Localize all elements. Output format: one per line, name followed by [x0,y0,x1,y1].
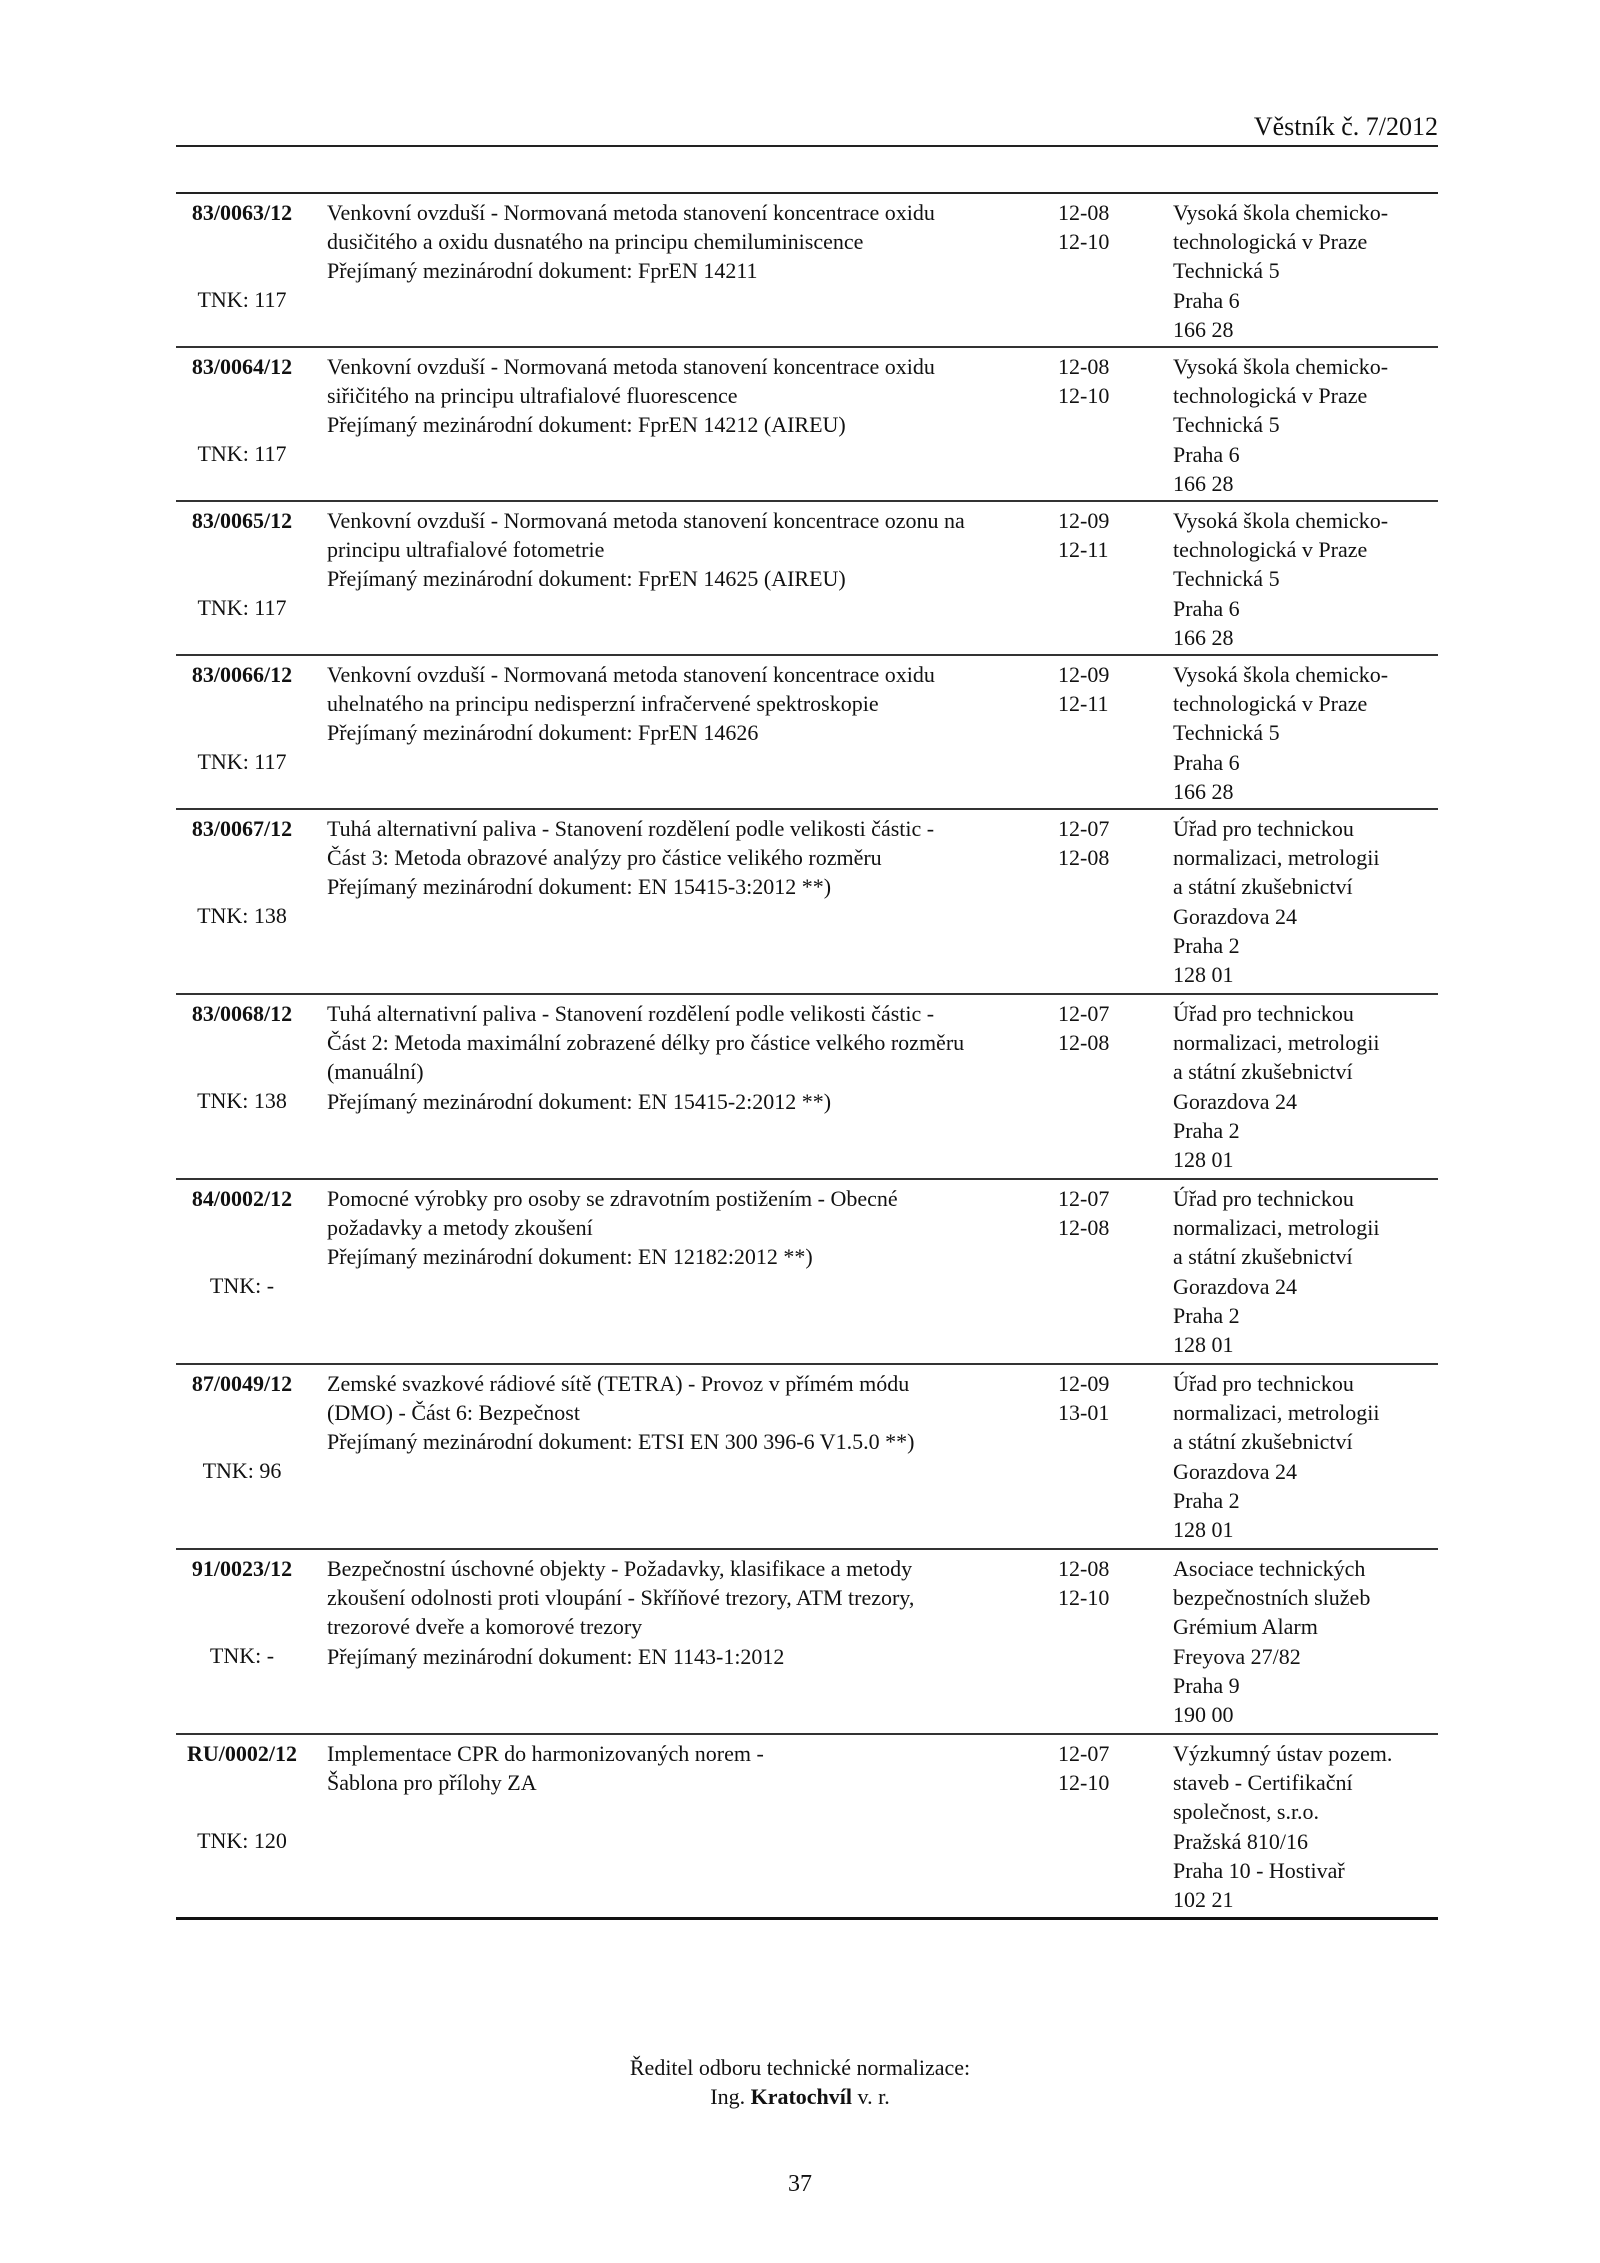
dates [1058,1739,1138,1797]
institution-line: Vysoká škola chemicko- [1173,662,1389,687]
tnk-number: TNK: 117 [197,749,287,774]
start-date: 12-07 [1058,1741,1110,1766]
institution-line: Praha 2 [1173,1117,1240,1143]
standard-description [327,352,1027,440]
start-date: 12-09 [1058,508,1110,533]
standard-code: 83/0065/12 [191,508,293,533]
dates [1058,1184,1138,1242]
institution-line: Vysoká škola chemicko- [1173,354,1389,379]
description-line: požadavky a metody zkoušení [327,1215,593,1241]
processor-institution [1173,814,1433,989]
institution-line: normalizaci, metrologii [1173,1400,1380,1426]
institution-line: a státní zkušebnictví [1173,1059,1353,1085]
institution-line: Praha 10 - Hostivař [1173,1857,1345,1883]
start-date: 12-08 [1058,1556,1110,1581]
tnk-number: TNK: 138 [197,1088,287,1113]
standard-description [327,814,1027,902]
description-line: (DMO) - Část 6: Bezpečnost [327,1400,580,1426]
processor-institution [1173,506,1433,652]
institution-line: Gorazdova 24 [1173,1088,1298,1114]
institution-line: 128 01 [1173,1517,1234,1543]
table-row [176,1735,1438,1920]
description-line: (manuální) [327,1059,424,1085]
institution-line: 166 28 [1173,778,1234,804]
description-line: Část 3: Metoda obrazové analýzy pro částice velikého rozměru [327,845,882,871]
institution-line: a státní zkušebnictví [1173,1244,1353,1270]
signature-name-line [0,2082,1600,2111]
dates [1058,506,1138,564]
description-line: Pomocné výrobky pro osoby se zdravotním postižením - Obecné [327,1186,898,1211]
tnk-number: TNK: 117 [197,595,287,620]
signature-prefix: Ing. [710,2084,746,2109]
standard-description [327,999,1027,1116]
institution-line: Praha 2 [1173,932,1240,958]
standard-description [327,660,1027,748]
institution-line: Vysoká škola chemicko- [1173,508,1389,533]
institution-line: Technická 5 [1173,720,1280,746]
description-line: Tuhá alternativní paliva - Stanovení rozdělení podle velikosti částic - [327,816,935,841]
end-date: 12-10 [1058,1585,1110,1611]
dates [1058,198,1138,256]
processor-institution [1173,1554,1433,1729]
institution-line: Technická 5 [1173,566,1280,592]
tnk-number: TNK: - [209,1643,275,1668]
signature-name: Kratochvíl [750,2084,853,2109]
dates [1058,1369,1138,1427]
processor-institution [1173,1184,1433,1359]
standard-code: 91/0023/12 [191,1556,293,1581]
standard-code: 87/0049/12 [191,1371,293,1396]
institution-line: technologická v Praze [1173,691,1368,717]
institution-line: Praha 6 [1173,749,1240,775]
processor-institution [1173,352,1433,498]
start-date: 12-09 [1058,1371,1110,1396]
standard-code: 83/0067/12 [191,816,293,841]
institution-line: Úřad pro technickou [1173,1186,1354,1211]
institution-line: technologická v Praze [1173,383,1368,409]
journal-title: Věstník č. 7/2012 [1253,112,1438,141]
standard-code: RU/0002/12 [187,1741,297,1766]
institution-line: normalizaci, metrologii [1173,1215,1380,1241]
standard-description [327,1369,1027,1457]
description-line: uhelnatého na principu nedisperzní infračervené spektroskopie [327,691,879,717]
description-line: Šablona pro přílohy ZA [327,1770,537,1796]
description-line: trezorové dveře a komorové trezory [327,1614,643,1640]
table-row [176,995,1438,1180]
standard-description [327,1184,1027,1272]
standard-code: 83/0064/12 [191,354,293,379]
institution-line: Technická 5 [1173,258,1280,284]
standard-code: 83/0066/12 [191,662,293,687]
end-date: 12-08 [1058,845,1110,871]
description-line: siřičitého na principu ultrafialové fluorescence [327,383,738,409]
start-date: 12-09 [1058,662,1110,687]
table-row [176,1550,1438,1735]
description-line: Venkovní ovzduší - Normovaná metoda stanovení koncentrace ozonu na [327,508,965,533]
tnk-number: TNK: 138 [197,903,287,928]
processor-institution [1173,1369,1433,1544]
processor-institution [1173,660,1433,806]
signature-suffix: v. r. [857,2084,890,2109]
institution-line: Praha 9 [1173,1672,1240,1698]
institution-line: Freyova 27/82 [1173,1643,1301,1669]
description-line: Implementace CPR do harmonizovaných norem - [327,1741,764,1766]
start-date: 12-07 [1058,1186,1110,1211]
end-date: 12-10 [1058,383,1110,409]
tnk-number: TNK: 117 [197,287,287,312]
institution-line: 166 28 [1173,470,1234,496]
institution-line: Gorazdova 24 [1173,1458,1298,1484]
dates [1058,814,1138,872]
table-row [176,502,1438,656]
institution-line: technologická v Praze [1173,229,1368,255]
description-line: Tuhá alternativní paliva - Stanovení rozdělení podle velikosti částic - [327,1001,935,1026]
tnk-number: TNK: 120 [197,1828,287,1853]
institution-line: Grémium Alarm [1173,1614,1318,1640]
end-date: 12-08 [1058,1215,1110,1241]
standard-description [327,1739,1027,1797]
dates [1058,352,1138,410]
institution-line: 166 28 [1173,624,1234,650]
description-line: zkoušení odolnosti proti vloupání - Skříňové trezory, ATM trezory, [327,1585,915,1611]
description-line: Přejímaný mezinárodní dokument: ETSI EN 300 396-6 V1.5.0 **) [327,1429,915,1455]
description-line: Část 2: Metoda maximální zobrazené délky pro částice velkého rozměru [327,1030,965,1056]
description-line: Venkovní ovzduší - Normovaná metoda stanovení koncentrace oxidu [327,200,935,225]
institution-line: Praha 2 [1173,1302,1240,1328]
end-date: 12-11 [1058,537,1109,563]
signature-title: Ředitel odboru technické normalizace: [629,2055,971,2080]
header-rule [176,145,1438,147]
standard-code: 83/0068/12 [191,1001,293,1026]
institution-line: Technická 5 [1173,412,1280,438]
institution-line: Vysoká škola chemicko- [1173,200,1389,225]
dates [1058,660,1138,718]
end-date: 12-10 [1058,229,1110,255]
institution-line: Gorazdova 24 [1173,903,1298,929]
standard-description [327,1554,1027,1671]
dates [1058,1554,1138,1612]
table-row [176,810,1438,995]
table-row [176,1180,1438,1365]
standard-description [327,198,1027,286]
institution-line: 190 00 [1173,1702,1234,1728]
institution-line: staveb - Certifikační [1173,1770,1353,1796]
end-date: 12-10 [1058,1770,1110,1796]
description-line: Přejímaný mezinárodní dokument: FprEN 14211 [327,258,758,284]
institution-line: normalizaci, metrologii [1173,845,1380,871]
tnk-number: TNK: 117 [197,441,287,466]
institution-line: Gorazdova 24 [1173,1273,1298,1299]
start-date: 12-08 [1058,200,1110,225]
processor-institution [1173,1739,1433,1914]
start-date: 12-07 [1058,816,1110,841]
institution-line: Praha 6 [1173,287,1240,313]
standards-table [176,192,1438,1920]
tnk-number: TNK: - [209,1273,275,1298]
institution-line: 128 01 [1173,962,1234,988]
standard-code: 83/0063/12 [191,200,293,225]
description-line: Přejímaný mezinárodní dokument: EN 15415-2:2012 **) [327,1088,832,1114]
institution-line: Asociace technických [1173,1556,1366,1581]
description-line: Venkovní ovzduší - Normovaná metoda stanovení koncentrace oxidu [327,354,935,379]
institution-line: společnost, s.r.o. [1173,1799,1320,1825]
start-date: 12-08 [1058,354,1110,379]
description-line: Přejímaný mezinárodní dokument: EN 12182:2012 **) [327,1244,813,1270]
institution-line: Praha 6 [1173,595,1240,621]
institution-line: technologická v Praze [1173,537,1368,563]
end-date: 13-01 [1058,1400,1110,1426]
institution-line: 128 01 [1173,1147,1234,1173]
processor-institution [1173,198,1433,344]
institution-line: a státní zkušebnictví [1173,874,1353,900]
standard-description [327,506,1027,594]
description-line: Bezpečnostní úschovné objekty - Požadavky, klasifikace a metody [327,1556,913,1581]
institution-line: Úřad pro technickou [1173,1001,1354,1026]
start-date: 12-07 [1058,1001,1110,1026]
table-row [176,1365,1438,1550]
table-row [176,656,1438,810]
institution-line: Praha 2 [1173,1487,1240,1513]
processor-institution [1173,999,1433,1174]
tnk-number: TNK: 96 [202,1458,282,1483]
description-line: Venkovní ovzduší - Normovaná metoda stanovení koncentrace oxidu [327,662,935,687]
institution-line: Praha 6 [1173,441,1240,467]
description-line: Přejímaný mezinárodní dokument: FprEN 14626 [327,720,759,746]
institution-line: a státní zkušebnictví [1173,1429,1353,1455]
table-row [176,194,1438,348]
institution-line: 166 28 [1173,316,1234,342]
institution-line: Úřad pro technickou [1173,1371,1354,1396]
description-line: Přejímaný mezinárodní dokument: FprEN 14212 (AIREU) [327,412,846,438]
table-row [176,348,1438,502]
description-line: principu ultrafialové fotometrie [327,537,605,563]
dates [1058,999,1138,1057]
description-line: Přejímaný mezinárodní dokument: EN 1143-1:2012 [327,1643,785,1669]
end-date: 12-11 [1058,691,1109,717]
description-line: Přejímaný mezinárodní dokument: EN 15415-3:2012 **) [327,874,832,900]
institution-line: normalizaci, metrologii [1173,1030,1380,1056]
institution-line: Pražská 810/16 [1173,1828,1309,1854]
institution-line: 102 21 [1173,1887,1234,1913]
institution-line: Úřad pro technickou [1173,816,1354,841]
signature-block [0,2053,1600,2111]
institution-line: Výzkumný ústav pozem. [1173,1741,1393,1766]
institution-line: bezpečnostních služeb [1173,1585,1371,1611]
description-line: Přejímaný mezinárodní dokument: FprEN 14625 (AIREU) [327,566,846,592]
institution-line: 128 01 [1173,1332,1234,1358]
entries-list [176,194,1438,1920]
page-number: 37 [788,2171,812,2197]
description-line: dusičitého a oxidu dusnatého na principu chemiluminiscence [327,229,864,255]
standard-code: 84/0002/12 [191,1186,293,1211]
description-line: Zemské svazkové rádiové sítě (TETRA) - Provoz v přímém módu [327,1371,910,1396]
end-date: 12-08 [1058,1030,1110,1056]
